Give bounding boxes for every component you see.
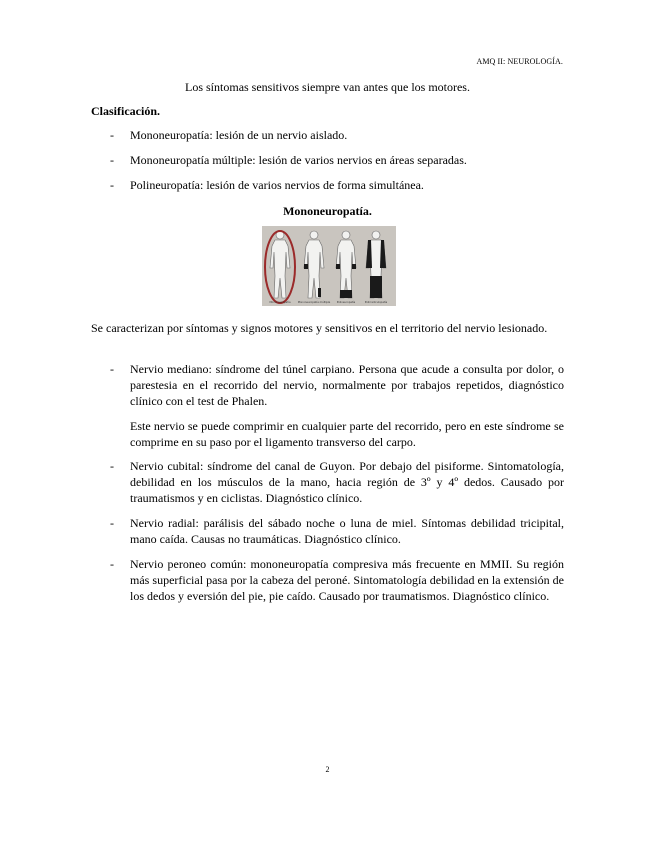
figure-label-2: Mononeuropatía múltiple [297,301,331,304]
list-dash: - [110,516,114,530]
list-dash: - [110,153,114,167]
bullet-ulnar-nerve: Nervio cubital: síndrome del canal de Guyon. Por debajo del pisiforme. Sintomatología, debilidad en los músculos de la mano, hacia región de 3º y 4º dedos. Causado por traumatismos y en ciclistas. Diagnóstico clínico. [130,459,564,505]
bullet-median-nerve: Nervio mediano: síndrome del túnel carpiano. Persona que acude a consulta por dolor, o parestesia en el recorrido del nervio, normalmente por trabajos repetidos, diagnóstico clínico con el test de Phalen. [130,362,564,408]
list-dash: - [110,128,114,142]
neuropathy-figure [262,226,396,306]
figure-mononeuropathy [270,231,290,298]
list-dash: - [110,178,114,192]
list-dash: - [110,459,114,473]
running-header: AMQ II: NEUROLOGÍA. [476,57,563,66]
page-number: 2 [325,765,330,774]
figure-label-3: Polineuropatía [336,301,356,304]
section-title: Mononeuropatía. [283,204,372,218]
intro-sentence: Los síntomas sensitivos siempre van antes que los motores. [185,80,470,94]
bullet-radial-nerve: Nervio radial: parálisis del sábado noche o luna de miel. Síntomas debilidad tricipital, mano caída. Causas no traumáticas. Diagnóstico clínico. [130,516,564,546]
classification-item-3: Polineuropatía: lesión de varios nervios de forma simultánea. [130,178,424,192]
bullet-peroneal-nerve: Nervio peroneo común: mononeuropatía compresiva más frecuente en MMII. Su región más superficial pasa por la cabeza del peroné. Sintomatología debilidad en la extensión de los dedos y eversión del pie, pie caído. Causado por traumatismos. Diagnóstico clínico. [130,557,564,603]
section-paragraph: Se caracterizan por síntomas y signos motores y sensitivos en el territorio del nervio lesionado. [91,321,548,335]
body-silhouettes-illustration [262,226,396,306]
classification-item-2: Mononeuropatía múltiple: lesión de varios nervios en áreas separadas. [130,153,467,167]
classification-heading: Clasificación. [91,104,160,118]
list-dash: - [110,362,114,376]
figure-label-4: Polirradiculopatía [364,301,388,304]
bullet-median-nerve-note: Este nervio se puede comprimir en cualquier parte del recorrido, pero en este síndrome se comprime en su paso por el ligamento transverso del carpo. [130,419,564,449]
list-dash: - [110,557,114,571]
figure-label-1: Mononeuropatía [269,301,291,304]
classification-item-1: Mononeuropatía: lesión de un nervio aislado. [130,128,348,142]
